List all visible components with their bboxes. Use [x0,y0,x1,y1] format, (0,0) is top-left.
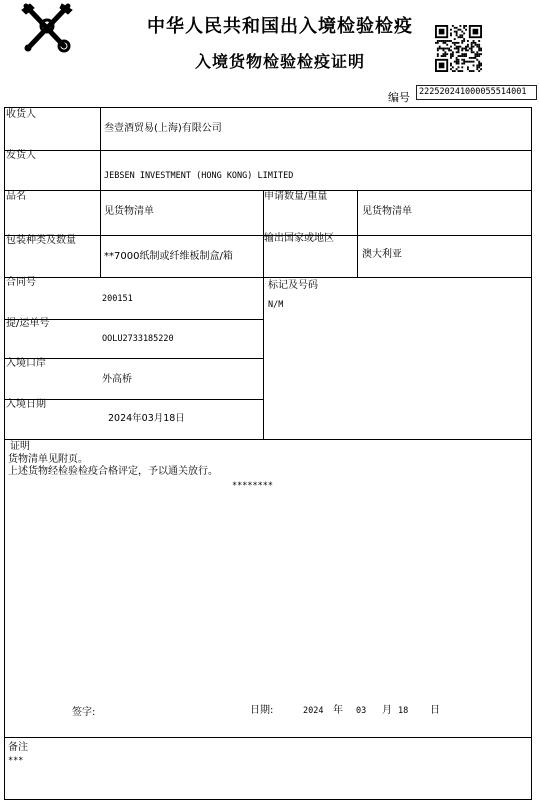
origin-value: 澳大利亚 [362,249,402,260]
inspection-emblem-icon [20,2,74,54]
bl-value: OOLU2733185220 [102,334,174,344]
certificate-stars: ******** [232,481,273,491]
packing-value: **7000纸制或纤维板制盒/箱 [104,251,233,262]
certificate-line-2: 上述货物经检验检疫合格评定，予以通关放行。 [8,466,218,477]
entry-date-value: 2024年03月18日 [108,413,185,424]
contract-value: 200151 [102,294,133,304]
remarks-label: 备注 [8,742,28,753]
port-label: 入境口岸 [6,358,46,369]
quantity-label: 申请数量/重量 [264,191,328,202]
certificate-line-1: 货物清单见附页。 [8,454,88,465]
sign-date-label: 日期: [250,705,274,716]
sign-month-unit: 月 [382,705,392,716]
sign-year-unit: 年 [333,705,343,716]
document-title: 中华人民共和国出入境检验检疫 [147,16,413,37]
quantity-value: 见货物清单 [362,206,412,217]
goods-name-value: 见货物清单 [104,206,154,217]
qr-code-icon [435,25,482,72]
number-value: 222520241000055514001 [416,85,537,100]
number-label: 编号 [388,91,410,104]
consignee-label: 收货人 [6,109,36,120]
contract-label: 合同号 [6,277,36,288]
certificate-label: 证明 [10,441,30,452]
remarks-value: *** [8,756,24,766]
marks-label: 标记及号码 [268,280,318,291]
consignor-value: JEBSEN INVESTMENT (HONG KONG) LIMITED [104,171,294,181]
sign-label: 签字: [72,707,96,718]
consignee-value: 叁壹酒贸易(上海)有限公司 [104,123,222,134]
goods-name-label: 品名 [6,191,26,202]
consignor-label: 发货人 [6,150,36,161]
bl-label: 提/运单号 [6,318,50,329]
origin-label: 输出国家或地区 [264,233,334,244]
sign-month: 03 [356,706,367,716]
sign-day: 18 [398,706,409,716]
sign-day-unit: 日 [430,705,440,716]
port-value: 外高桥 [102,374,132,385]
marks-value: N/M [268,300,284,310]
sign-year: 2024 [303,706,324,716]
entry-date-label: 入境日期 [6,399,46,410]
packing-label: 包装种类及数量 [6,235,76,246]
document-subtitle: 入境货物检验检疫证明 [194,52,365,71]
